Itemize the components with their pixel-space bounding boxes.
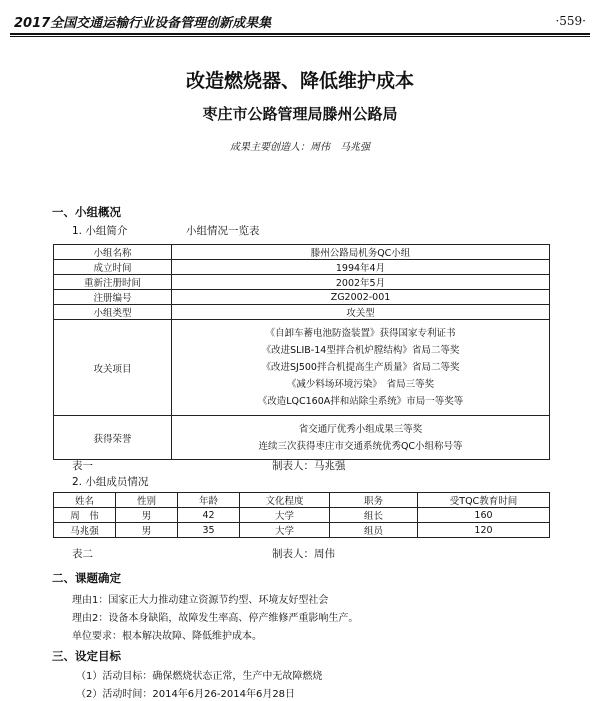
member-cell: 男	[116, 523, 178, 538]
col-header: 文化程度	[240, 493, 330, 508]
section2-heading: 二、课题确定	[52, 571, 121, 585]
table2-caption: 表二	[72, 548, 93, 560]
header-rule-thin	[10, 36, 590, 37]
honors-list	[172, 416, 550, 460]
member-cell: 42	[178, 508, 240, 523]
member-cell: 大学	[240, 508, 330, 523]
info-label: 小组名称	[54, 245, 172, 260]
authors: 成果主要创造人：周伟 马兆强	[230, 142, 370, 153]
header-rule	[10, 33, 590, 35]
project-item: 《改造LQC160A拌和站除尘系统》市局一等奖等	[257, 396, 464, 407]
member-row	[54, 508, 550, 523]
section1-heading: 一、小组概况	[52, 205, 121, 219]
projects-row	[54, 320, 550, 416]
member-cell: 35	[178, 523, 240, 538]
project-item: 《改进SJ500拌合机提高生产质量》省局二等奖	[261, 362, 460, 373]
running-header	[14, 10, 586, 32]
group-info-table	[53, 244, 550, 460]
col-header: 职务	[330, 493, 418, 508]
projects-label: 攻关项目	[54, 320, 172, 416]
info-label: 重新注册时间	[54, 275, 172, 290]
member-cell: 120	[418, 523, 550, 538]
intro-table-title: 小组情况一览表	[186, 225, 260, 237]
table1-caption: 表一	[72, 460, 93, 472]
reason-line: 理由2：设备本身缺陷，故障发生率高、停产维修严重影响生产。	[72, 613, 359, 624]
col-header: 年龄	[178, 493, 240, 508]
organization: 枣庄市公路管理局滕州公路局	[202, 105, 398, 123]
table1-maker: 制表人：马兆强	[272, 460, 346, 472]
info-value: 攻关型	[172, 305, 550, 320]
page-number: ·559·	[555, 14, 586, 28]
honor-item: 连续三次获得枣庄市交通系统优秀QC小组称号等	[258, 440, 463, 452]
col-header: 姓名	[54, 493, 116, 508]
members-label: 2. 小组成员情况	[72, 476, 149, 488]
table2-maker: 制表人：周伟	[272, 548, 335, 560]
info-label: 成立时间	[54, 260, 172, 275]
members-table	[53, 492, 550, 538]
member-cell: 周 伟	[54, 508, 116, 523]
members-header-row	[54, 493, 550, 508]
honor-item: 省交通厅优秀小组成果三等奖	[298, 423, 423, 435]
member-cell: 男	[116, 508, 178, 523]
info-label: 注册编号	[54, 290, 172, 305]
project-item: 《减少料场环境污染》 省局三等奖	[286, 379, 435, 390]
col-header: 性别	[116, 493, 178, 508]
project-item: 《自卸车蓄电池防盗装置》获得国家专利证书	[265, 328, 456, 339]
info-value: 2002年5月	[172, 275, 550, 290]
journal-title: 2017全国交通运输行业设备管理创新成果集	[14, 15, 272, 31]
goal-line: （1）活动目标：确保燃烧状态正常，生产中无故障燃烧	[76, 671, 323, 682]
member-cell: 组长	[330, 508, 418, 523]
honors-label: 获得荣誉	[54, 416, 172, 460]
info-value: 1994年4月	[172, 260, 550, 275]
info-row	[54, 245, 550, 260]
info-row	[54, 290, 550, 305]
projects-list	[172, 320, 550, 416]
member-cell: 组员	[330, 523, 418, 538]
info-label: 小组类型	[54, 305, 172, 320]
member-row	[54, 523, 550, 538]
reason-line: 理由1：国家正大力推动建立资源节约型、环境友好型社会	[72, 595, 329, 606]
requirement-line: 单位要求：根本解决故障、降低维护成本。	[72, 631, 262, 642]
section3-heading: 三、设定目标	[52, 649, 121, 663]
article-title: 改造燃烧器、降低维护成本	[185, 70, 414, 92]
period-line: （2）活动时间：2014年6月26-2014年6月28日	[76, 689, 296, 700]
info-value: 滕州公路局机务QC小组	[172, 245, 550, 260]
intro-label: 1. 小组简介	[72, 225, 128, 237]
member-cell: 大学	[240, 523, 330, 538]
member-cell: 马兆强	[54, 523, 116, 538]
info-row	[54, 275, 550, 290]
col-header: 受TQC教育时间	[418, 493, 550, 508]
honors-row	[54, 416, 550, 460]
info-row	[54, 260, 550, 275]
project-item: 《改进SLIB-14型拌合机炉膛结构》省局二等奖	[261, 345, 460, 356]
member-cell: 160	[418, 508, 550, 523]
info-row	[54, 305, 550, 320]
info-value: ZG2002-001	[172, 290, 550, 305]
